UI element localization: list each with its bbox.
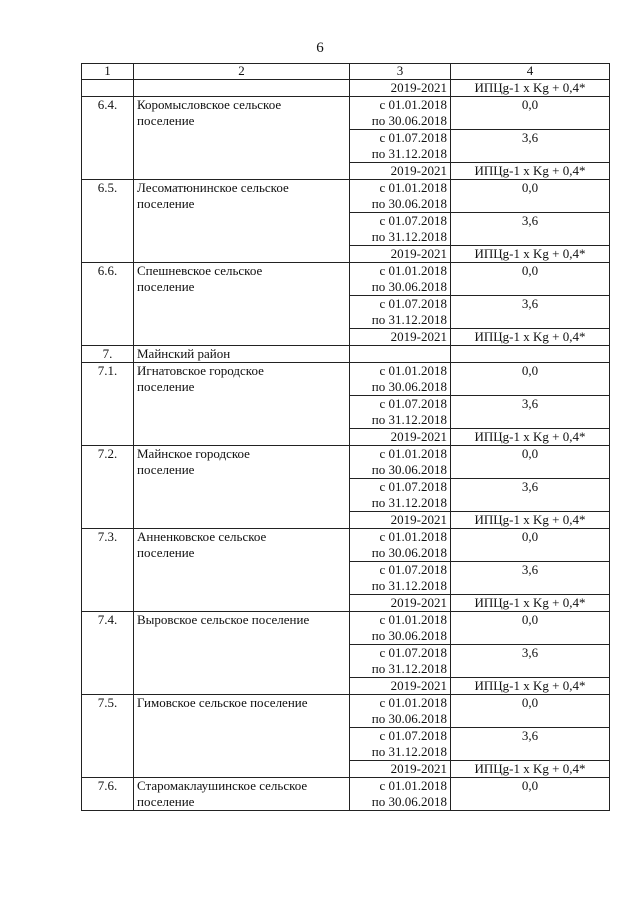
period-cell: 2019-2021 — [350, 678, 451, 695]
period-cell — [350, 213, 451, 246]
value-cell: ИПЦg-1 x Kg + 0,4* — [451, 246, 610, 263]
period-from: с 01.01.2018 — [379, 446, 447, 461]
period-from: с 01.01.2018 — [379, 180, 447, 195]
table-header-row — [82, 64, 610, 80]
table-row — [82, 80, 610, 97]
period-to: по 31.12.2018 — [371, 412, 447, 427]
value-cell: ИПЦg-1 x Kg + 0,4* — [451, 429, 610, 446]
period-cell — [350, 363, 451, 396]
settlement-name-line: поселение — [137, 113, 195, 128]
item-number: 7.5. — [82, 695, 134, 778]
value-cell: ИПЦg-1 x Kg + 0,4* — [451, 80, 610, 97]
table-row — [82, 97, 610, 130]
settlement-name — [134, 263, 350, 346]
table-row — [82, 363, 610, 396]
table-row — [82, 612, 610, 645]
period-to: по 31.12.2018 — [371, 578, 447, 593]
value-cell: ИПЦg-1 x Kg + 0,4* — [451, 761, 610, 778]
table-row — [82, 263, 610, 296]
value-cell: ИПЦg-1 x Kg + 0,4* — [451, 163, 610, 180]
item-number: 7.4. — [82, 612, 134, 695]
period-cell — [350, 479, 451, 512]
period-to: по 31.12.2018 — [371, 312, 447, 327]
period-cell — [350, 97, 451, 130]
header-col-4: 4 — [451, 64, 610, 80]
value-cell: 3,6 — [451, 296, 610, 329]
value-cell: 0,0 — [451, 180, 610, 213]
period-to: по 31.12.2018 — [371, 744, 447, 759]
period-to: по 31.12.2018 — [371, 229, 447, 244]
period-cell: 2019-2021 — [350, 429, 451, 446]
value-cell: 3,6 — [451, 396, 610, 429]
period-cell — [350, 778, 451, 811]
period-to: по 31.12.2018 — [371, 146, 447, 161]
settlement-name — [134, 529, 350, 612]
period-from: с 01.07.2018 — [379, 479, 447, 494]
table-row — [82, 529, 610, 562]
period-from: с 01.01.2018 — [379, 612, 447, 627]
value-cell: 0,0 — [451, 363, 610, 396]
period-to: по 30.06.2018 — [371, 462, 447, 477]
settlement-name — [134, 778, 350, 811]
period-cell: 2019-2021 — [350, 761, 451, 778]
header-col-3: 3 — [350, 64, 451, 80]
period-cell: 2019-2021 — [350, 246, 451, 263]
value-cell: ИПЦg-1 x Kg + 0,4* — [451, 512, 610, 529]
settlement-name — [134, 363, 350, 446]
item-number: 6.4. — [82, 97, 134, 180]
item-number: 6.5. — [82, 180, 134, 263]
settlement-name-line: Выровское сельское поселение — [137, 612, 310, 627]
settlement-name — [134, 612, 350, 695]
period-from: с 01.01.2018 — [379, 263, 447, 278]
value-cell: 3,6 — [451, 213, 610, 246]
settlement-name-line: Спешневское сельское — [137, 263, 263, 278]
period-to: по 30.06.2018 — [371, 628, 447, 643]
period-to: по 30.06.2018 — [371, 379, 447, 394]
period-from: с 01.01.2018 — [379, 695, 447, 710]
period-cell — [350, 296, 451, 329]
period-to: по 30.06.2018 — [371, 711, 447, 726]
item-number: 7.3. — [82, 529, 134, 612]
value-cell: ИПЦg-1 x Kg + 0,4* — [451, 329, 610, 346]
value-cell: 0,0 — [451, 446, 610, 479]
settlement-name-line: Майнское городское — [137, 446, 250, 461]
table-row — [82, 695, 610, 728]
period-from: с 01.07.2018 — [379, 645, 447, 660]
value-cell: 0,0 — [451, 529, 610, 562]
period-cell: 2019-2021 — [350, 595, 451, 612]
table-row — [82, 778, 610, 811]
period-from: с 01.01.2018 — [379, 778, 447, 793]
period-cell: 2019-2021 — [350, 163, 451, 180]
header-col-2: 2 — [134, 64, 350, 80]
item-number: 7.6. — [82, 778, 134, 811]
period-to: по 30.06.2018 — [371, 196, 447, 211]
value-cell: 0,0 — [451, 263, 610, 296]
period-to: по 30.06.2018 — [371, 794, 447, 809]
settlement-name-line: Коромысловское сельское — [137, 97, 282, 112]
period-cell — [350, 396, 451, 429]
period-from: с 01.07.2018 — [379, 728, 447, 743]
section-number: 7. — [82, 346, 134, 363]
period-from: с 01.01.2018 — [379, 363, 447, 378]
page-number: 6 — [316, 40, 324, 56]
value-cell: ИПЦg-1 x Kg + 0,4* — [451, 678, 610, 695]
period-cell: 2019-2021 — [350, 80, 451, 97]
period-to: по 30.06.2018 — [371, 545, 447, 560]
period-cell — [350, 180, 451, 213]
period-from: с 01.01.2018 — [379, 97, 447, 112]
settlement-name — [134, 97, 350, 180]
settlement-name-line: поселение — [137, 462, 195, 477]
period-from: с 01.07.2018 — [379, 562, 447, 577]
section-row — [82, 346, 610, 363]
period-cell — [350, 695, 451, 728]
item-number: 7.2. — [82, 446, 134, 529]
period-from: с 01.07.2018 — [379, 396, 447, 411]
tariff-table — [81, 63, 610, 811]
settlement-name-line: Старомаклаушинское сельское — [137, 778, 308, 793]
period-from: с 01.07.2018 — [379, 296, 447, 311]
table-row — [82, 180, 610, 213]
value-cell: 0,0 — [451, 97, 610, 130]
settlement-name-line: поселение — [137, 545, 195, 560]
period-cell — [350, 728, 451, 761]
period-to: по 31.12.2018 — [371, 661, 447, 676]
period-cell: 2019-2021 — [350, 512, 451, 529]
section-name: Майнский район — [134, 346, 350, 363]
settlement-name — [134, 180, 350, 263]
value-cell: 0,0 — [451, 612, 610, 645]
period-cell — [350, 612, 451, 645]
value-cell: 3,6 — [451, 130, 610, 163]
period-cell — [350, 562, 451, 595]
period-cell — [350, 130, 451, 163]
settlement-name-line: поселение — [137, 279, 195, 294]
settlement-name-line: Игнатовское городское — [137, 363, 264, 378]
item-number: 6.6. — [82, 263, 134, 346]
settlement-name — [134, 446, 350, 529]
settlement-name-line: поселение — [137, 794, 195, 809]
settlement-name-line: поселение — [137, 379, 195, 394]
period-from: с 01.07.2018 — [379, 130, 447, 145]
header-col-1: 1 — [82, 64, 134, 80]
period-cell — [350, 529, 451, 562]
value-cell: 0,0 — [451, 778, 610, 811]
settlement-name-line: Лесоматюнинское сельское — [137, 180, 289, 195]
period-cell — [350, 263, 451, 296]
value-cell: 3,6 — [451, 728, 610, 761]
settlement-name-line: Анненковское сельское — [137, 529, 267, 544]
period-to: по 31.12.2018 — [371, 495, 447, 510]
period-from: с 01.07.2018 — [379, 213, 447, 228]
settlement-name — [134, 695, 350, 778]
value-cell: 3,6 — [451, 562, 610, 595]
item-number: 7.1. — [82, 363, 134, 446]
period-cell — [350, 446, 451, 479]
settlement-name-line: Гимовское сельское поселение — [137, 695, 308, 710]
value-cell: 0,0 — [451, 695, 610, 728]
value-cell: 3,6 — [451, 479, 610, 512]
period-cell — [350, 645, 451, 678]
period-from: с 01.01.2018 — [379, 529, 447, 544]
period-cell: 2019-2021 — [350, 329, 451, 346]
value-cell: ИПЦg-1 x Kg + 0,4* — [451, 595, 610, 612]
period-to: по 30.06.2018 — [371, 279, 447, 294]
value-cell: 3,6 — [451, 645, 610, 678]
settlement-name-line: поселение — [137, 196, 195, 211]
period-to: по 30.06.2018 — [371, 113, 447, 128]
table-row — [82, 446, 610, 479]
